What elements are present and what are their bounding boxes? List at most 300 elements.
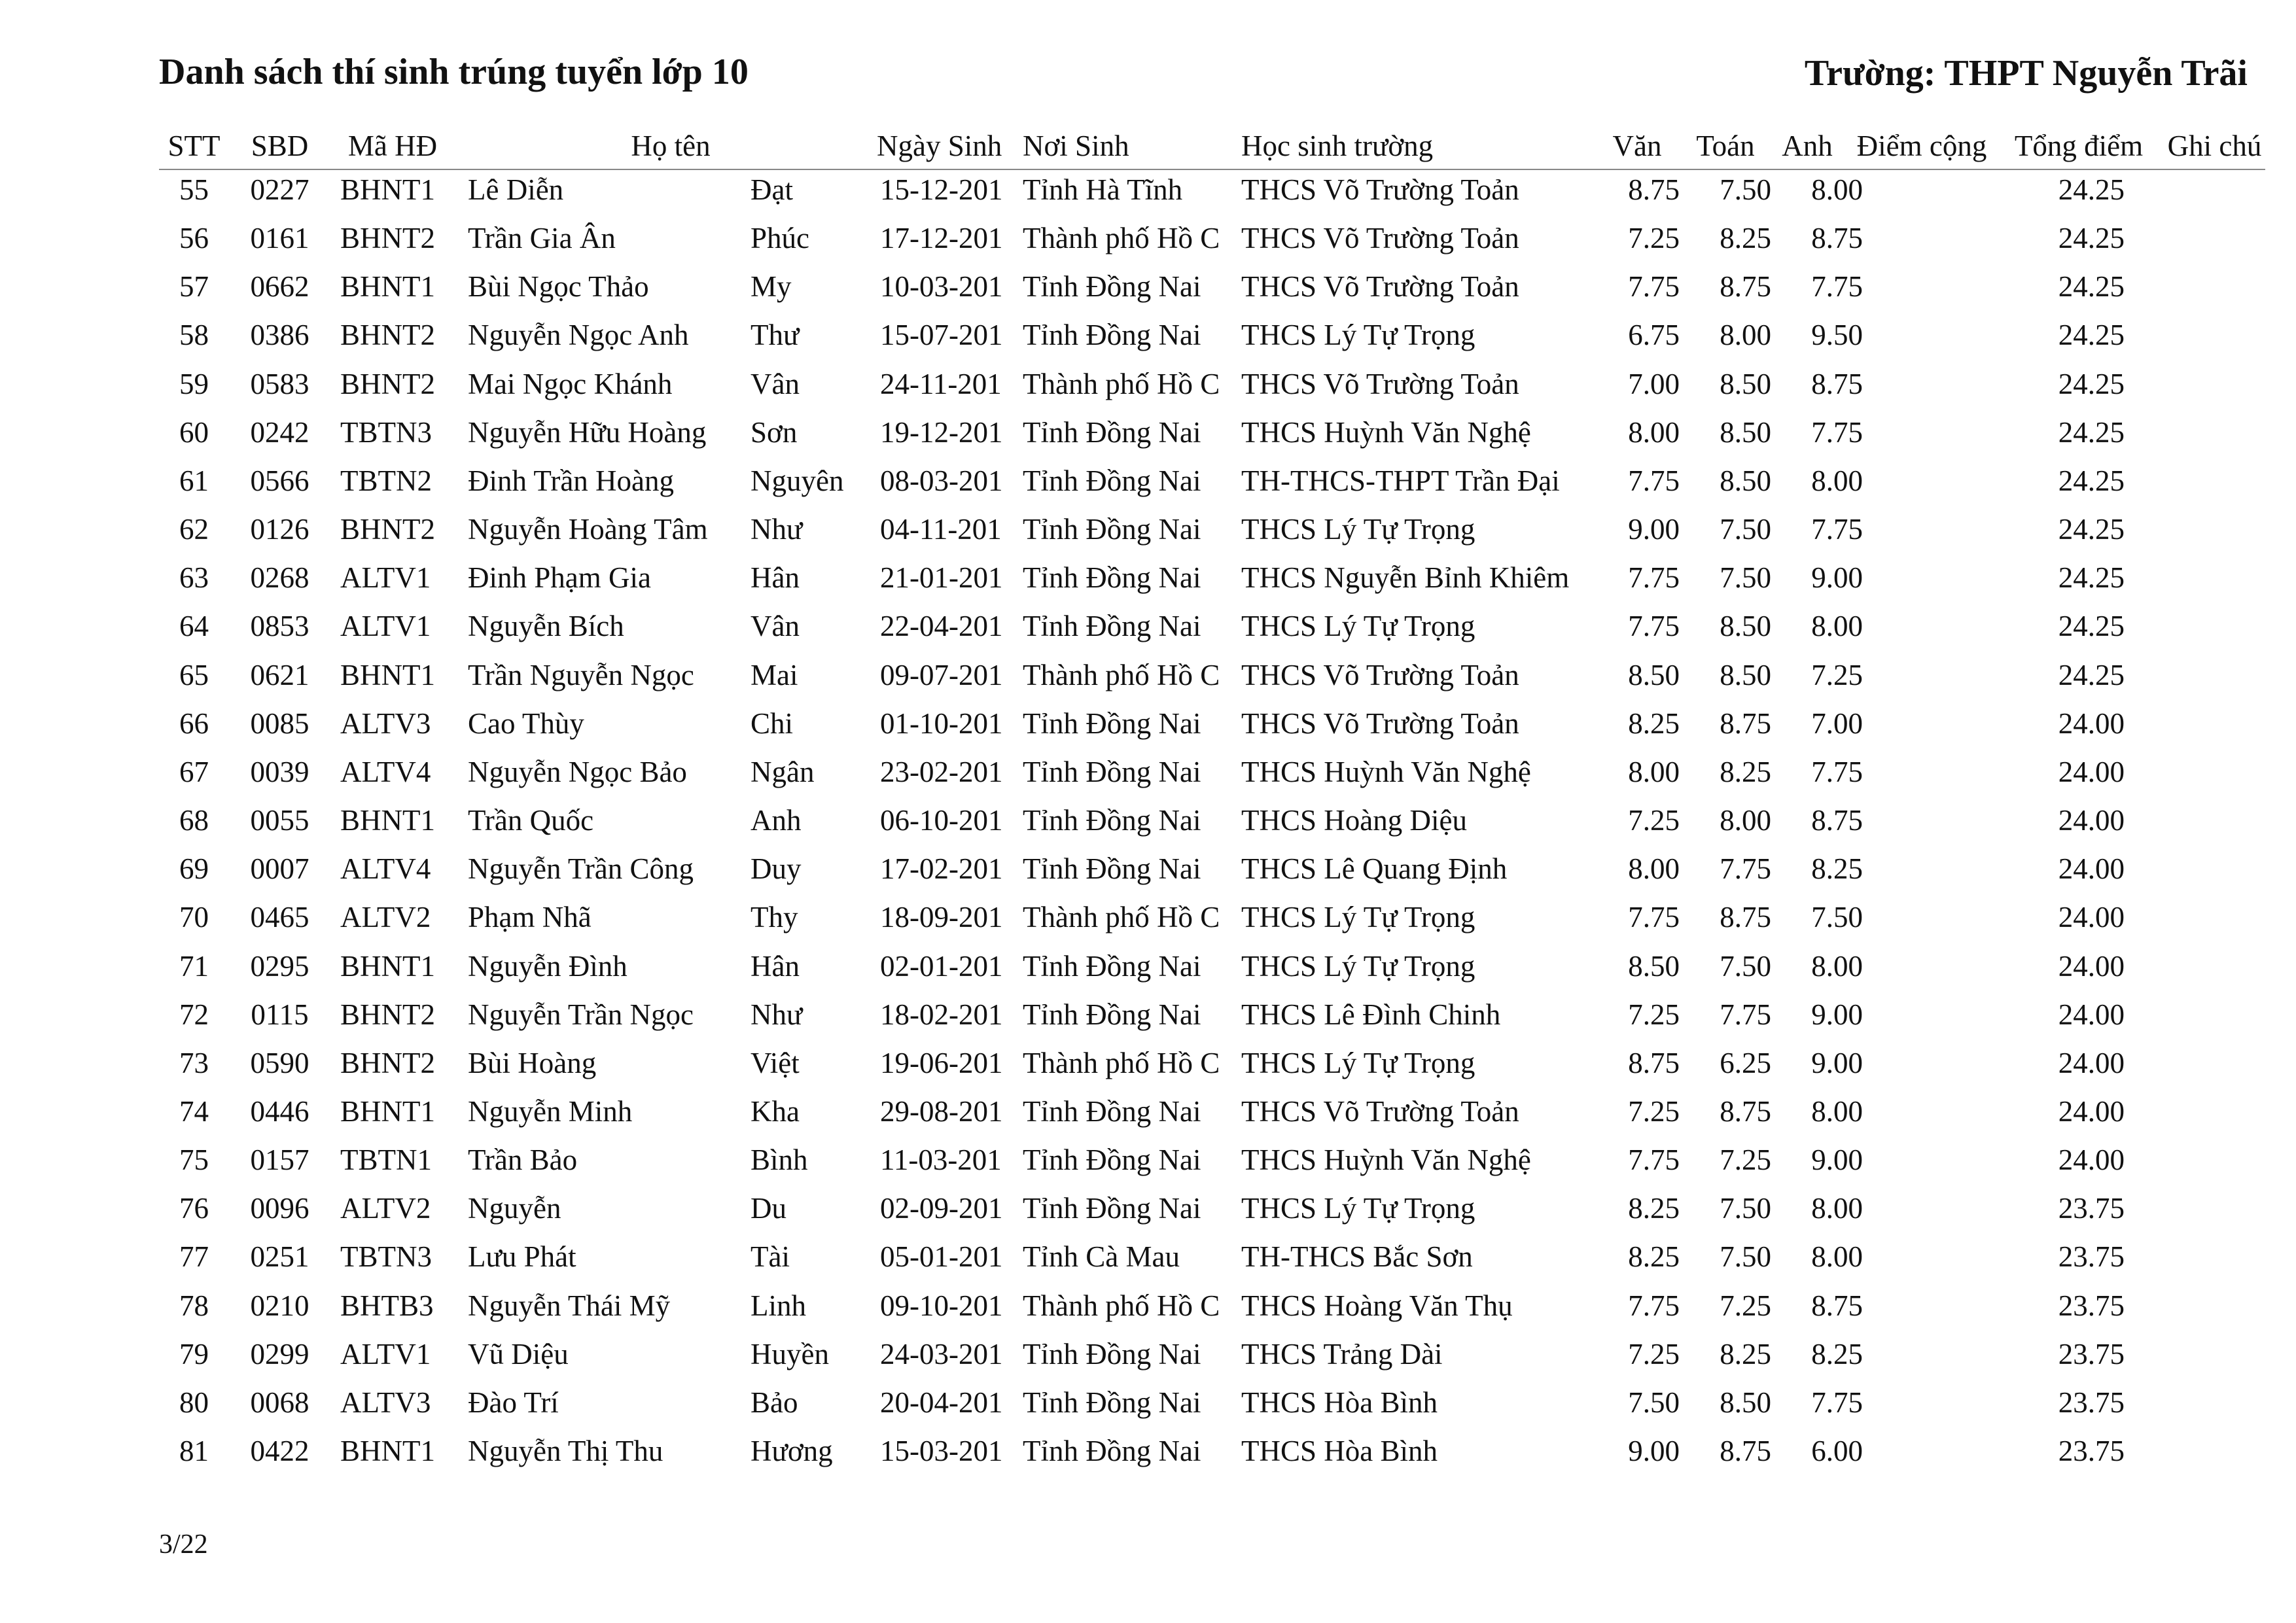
row-noi-sinh: Thành phố Hồ C <box>1023 658 1220 691</box>
row-stt: 60 <box>179 415 209 449</box>
row-ngay-sinh: 01-10-201 <box>880 707 1002 740</box>
row-anh: 7.25 <box>1811 658 1863 691</box>
row-hoc-sinh-truong: THCS Lý Tự Trọng <box>1241 901 1475 934</box>
row-anh: 9.00 <box>1811 1143 1863 1177</box>
row-van: 8.75 <box>1628 173 1680 206</box>
col-header-van: Văn <box>1612 130 1662 162</box>
row-anh: 8.75 <box>1811 222 1863 255</box>
col-header-ngay-sinh: Ngày Sinh <box>877 130 1002 162</box>
row-van: 7.25 <box>1628 222 1680 255</box>
row-noi-sinh: Thành phố Hồ C <box>1023 367 1220 400</box>
row-anh: 8.25 <box>1811 852 1863 886</box>
row-stt: 58 <box>179 319 209 352</box>
row-anh: 7.50 <box>1811 901 1863 934</box>
row-noi-sinh: Tỉnh Đồng Nai <box>1023 1143 1201 1177</box>
col-header-ho-ten: Họ tên <box>631 130 711 162</box>
row-toan: 8.25 <box>1720 222 1771 255</box>
row-anh: 9.50 <box>1811 319 1863 352</box>
row-toan: 8.50 <box>1720 464 1771 497</box>
row-ma-hd: ALTV3 <box>340 1386 431 1419</box>
row-ho: Nguyễn Hữu Hoàng <box>468 415 707 449</box>
row-ma-hd: BHNT1 <box>340 1435 435 1468</box>
row-ten: Như <box>751 513 803 546</box>
row-stt: 77 <box>179 1240 209 1274</box>
row-ten: Nguyên <box>751 464 844 497</box>
row-sbd: 0566 <box>250 464 309 497</box>
row-van: 7.75 <box>1628 610 1680 643</box>
row-noi-sinh: Tỉnh Đồng Nai <box>1023 1337 1201 1370</box>
row-noi-sinh: Tỉnh Đồng Nai <box>1023 998 1201 1031</box>
row-ma-hd: BHNT1 <box>340 1094 435 1128</box>
row-ten: Ngân <box>751 755 815 788</box>
row-ho: Lê Diễn <box>468 173 564 206</box>
row-anh: 7.75 <box>1811 755 1863 788</box>
row-hoc-sinh-truong: THCS Lý Tự Trọng <box>1241 319 1475 352</box>
row-ngay-sinh: 18-02-201 <box>880 998 1002 1031</box>
row-ho: Nguyễn Bích <box>468 610 624 643</box>
row-tong-diem: 24.25 <box>2058 367 2125 400</box>
row-ngay-sinh: 04-11-201 <box>880 513 1002 546</box>
row-sbd: 0068 <box>250 1386 309 1419</box>
row-ho: Nguyễn Thái Mỹ <box>468 1289 671 1322</box>
row-van: 7.75 <box>1628 901 1680 934</box>
table-row <box>0 268 2296 317</box>
table-header <box>0 130 2296 169</box>
row-ngay-sinh: 23-02-201 <box>880 755 1002 788</box>
row-sbd: 0465 <box>250 901 309 934</box>
row-tong-diem: 24.25 <box>2058 658 2125 691</box>
table-row <box>0 850 2296 899</box>
table-row <box>0 366 2296 414</box>
row-anh: 9.00 <box>1811 561 1863 595</box>
row-anh: 8.75 <box>1811 804 1863 837</box>
row-stt: 67 <box>179 755 209 788</box>
row-ho: Nguyễn Minh <box>468 1094 633 1128</box>
row-sbd: 0227 <box>250 173 309 206</box>
row-toan: 6.25 <box>1720 1046 1771 1079</box>
row-toan: 7.75 <box>1720 852 1771 886</box>
row-anh: 9.00 <box>1811 998 1863 1031</box>
row-hoc-sinh-truong: THCS Võ Trường Toản <box>1241 222 1519 255</box>
row-stt: 75 <box>179 1143 209 1177</box>
row-anh: 8.00 <box>1811 1240 1863 1274</box>
row-sbd: 0590 <box>250 1046 309 1079</box>
row-stt: 68 <box>179 804 209 837</box>
col-header-sbd: SBD <box>251 130 309 162</box>
row-ho: Nguyễn Thị Thu <box>468 1435 663 1468</box>
row-van: 7.75 <box>1628 464 1680 497</box>
row-sbd: 0583 <box>250 367 309 400</box>
row-ngay-sinh: 19-12-201 <box>880 415 1002 449</box>
row-ngay-sinh: 18-09-201 <box>880 901 1002 934</box>
row-stt: 65 <box>179 658 209 691</box>
row-stt: 69 <box>179 852 209 886</box>
col-header-tong-diem: Tổng điểm <box>2014 130 2144 162</box>
row-ngay-sinh: 15-03-201 <box>880 1435 1002 1468</box>
row-hoc-sinh-truong: THCS Hòa Bình <box>1241 1386 1438 1419</box>
row-ma-hd: ALTV3 <box>340 707 431 740</box>
row-tong-diem: 24.00 <box>2058 1094 2125 1128</box>
row-ho: Nguyễn Trần Công <box>468 852 694 886</box>
row-noi-sinh: Tỉnh Đồng Nai <box>1023 949 1201 983</box>
row-tong-diem: 24.00 <box>2058 1143 2125 1177</box>
row-noi-sinh: Tỉnh Cà Mau <box>1023 1240 1180 1274</box>
row-ten: Kha <box>751 1094 800 1128</box>
row-ten: Vân <box>751 367 800 400</box>
row-sbd: 0386 <box>250 319 309 352</box>
row-stt: 72 <box>179 998 209 1031</box>
table-row <box>0 1093 2296 1142</box>
row-hoc-sinh-truong: THCS Võ Trường Toản <box>1241 173 1519 206</box>
row-ten: Linh <box>751 1289 806 1322</box>
row-toan: 8.50 <box>1720 367 1771 400</box>
row-anh: 8.00 <box>1811 1094 1863 1128</box>
table-row <box>0 414 2296 462</box>
row-toan: 8.75 <box>1720 1094 1771 1128</box>
row-ho: Mai Ngọc Khánh <box>468 367 673 400</box>
row-tong-diem: 24.00 <box>2058 852 2125 886</box>
row-van: 7.75 <box>1628 561 1680 595</box>
row-sbd: 0085 <box>250 707 309 740</box>
row-tong-diem: 24.00 <box>2058 1046 2125 1079</box>
row-tong-diem: 23.75 <box>2058 1240 2125 1274</box>
row-anh: 7.00 <box>1811 707 1863 740</box>
row-stt: 57 <box>179 270 209 304</box>
table-row <box>0 511 2296 559</box>
row-hoc-sinh-truong: THCS Lý Tự Trọng <box>1241 1192 1475 1225</box>
row-hoc-sinh-truong: THCS Võ Trường Toản <box>1241 707 1519 740</box>
col-header-toan: Toán <box>1696 130 1755 162</box>
row-ma-hd: ALTV1 <box>340 610 431 643</box>
row-toan: 8.25 <box>1720 1337 1771 1370</box>
row-ma-hd: BHNT2 <box>340 998 435 1031</box>
row-tong-diem: 24.25 <box>2058 222 2125 255</box>
row-ten: Hân <box>751 561 800 595</box>
table-row <box>0 754 2296 802</box>
row-toan: 7.50 <box>1720 949 1771 983</box>
row-anh: 7.75 <box>1811 270 1863 304</box>
row-ho: Đinh Trần Hoàng <box>468 464 675 497</box>
row-toan: 8.25 <box>1720 755 1771 788</box>
row-stt: 62 <box>179 513 209 546</box>
row-sbd: 0039 <box>250 755 309 788</box>
row-noi-sinh: Tỉnh Đồng Nai <box>1023 415 1201 449</box>
row-ma-hd: TBTN2 <box>340 464 432 497</box>
row-hoc-sinh-truong: THCS Huỳnh Văn Nghệ <box>1241 415 1531 449</box>
row-hoc-sinh-truong: THCS Võ Trường Toản <box>1241 658 1519 691</box>
row-ngay-sinh: 06-10-201 <box>880 804 1002 837</box>
row-ten: Chi <box>751 707 794 740</box>
row-stt: 79 <box>179 1337 209 1370</box>
row-noi-sinh: Tỉnh Đồng Nai <box>1023 804 1201 837</box>
row-ten: Anh <box>751 804 802 837</box>
row-van: 8.50 <box>1628 949 1680 983</box>
row-noi-sinh: Thành phố Hồ C <box>1023 901 1220 934</box>
row-noi-sinh: Tỉnh Đồng Nai <box>1023 1386 1201 1419</box>
row-ten: My <box>751 270 792 304</box>
row-ma-hd: ALTV1 <box>340 1337 431 1370</box>
table-row <box>0 1384 2296 1433</box>
row-toan: 7.25 <box>1720 1289 1771 1322</box>
row-ngay-sinh: 10-03-201 <box>880 270 1002 304</box>
row-stt: 81 <box>179 1435 209 1468</box>
row-ho: Nguyễn <box>468 1192 561 1225</box>
table-row <box>0 559 2296 608</box>
row-ho: Vũ Diệu <box>468 1337 569 1370</box>
table-row <box>0 462 2296 511</box>
row-ho: Lưu Phát <box>468 1240 576 1274</box>
row-van: 8.50 <box>1628 658 1680 691</box>
row-anh: 8.75 <box>1811 1289 1863 1322</box>
row-stt: 56 <box>179 222 209 255</box>
table-row <box>0 802 2296 850</box>
row-ngay-sinh: 17-02-201 <box>880 852 1002 886</box>
row-noi-sinh: Tỉnh Đồng Nai <box>1023 1192 1201 1225</box>
row-ten: Du <box>751 1192 786 1225</box>
row-ho: Phạm Nhã <box>468 901 592 934</box>
row-ho: Nguyễn Trần Ngọc <box>468 998 694 1031</box>
row-ho: Cao Thùy <box>468 707 584 740</box>
row-anh: 7.75 <box>1811 513 1863 546</box>
row-ten: Bảo <box>751 1386 798 1419</box>
row-noi-sinh: Tỉnh Đồng Nai <box>1023 513 1201 546</box>
row-noi-sinh: Tỉnh Đồng Nai <box>1023 1094 1201 1128</box>
row-tong-diem: 23.75 <box>2058 1289 2125 1322</box>
row-toan: 8.75 <box>1720 1435 1771 1468</box>
row-van: 8.25 <box>1628 1240 1680 1274</box>
row-noi-sinh: Tỉnh Đồng Nai <box>1023 464 1201 497</box>
row-ho: Nguyễn Đình <box>468 949 627 983</box>
row-sbd: 0055 <box>250 804 309 837</box>
row-van: 8.00 <box>1628 852 1680 886</box>
row-anh: 8.25 <box>1811 1337 1863 1370</box>
row-sbd: 0662 <box>250 270 309 304</box>
row-tong-diem: 24.25 <box>2058 610 2125 643</box>
table-row <box>0 1287 2296 1336</box>
row-toan: 7.50 <box>1720 513 1771 546</box>
row-tong-diem: 23.75 <box>2058 1337 2125 1370</box>
row-ngay-sinh: 19-06-201 <box>880 1046 1002 1079</box>
page-number: 3/22 <box>159 1529 208 1560</box>
col-header-hoc-sinh-truong: Học sinh trường <box>1241 130 1434 162</box>
row-ho: Đào Trí <box>468 1386 559 1419</box>
row-ngay-sinh: 02-09-201 <box>880 1192 1002 1225</box>
row-ngay-sinh: 15-07-201 <box>880 319 1002 352</box>
row-van: 8.25 <box>1628 707 1680 740</box>
row-tong-diem: 24.25 <box>2058 561 2125 595</box>
row-sbd: 0446 <box>250 1094 309 1128</box>
row-toan: 8.00 <box>1720 319 1771 352</box>
row-sbd: 0295 <box>250 949 309 983</box>
row-ma-hd: BHNT2 <box>340 319 435 352</box>
row-ho: Trần Bảo <box>468 1143 578 1177</box>
row-noi-sinh: Tỉnh Đồng Nai <box>1023 707 1201 740</box>
row-hoc-sinh-truong: THCS Lê Quang Định <box>1241 852 1508 886</box>
row-noi-sinh: Thành phố Hồ C <box>1023 1289 1220 1322</box>
row-ma-hd: TBTN3 <box>340 415 432 449</box>
row-toan: 8.75 <box>1720 270 1771 304</box>
row-van: 7.25 <box>1628 1337 1680 1370</box>
row-van: 7.00 <box>1628 367 1680 400</box>
table-row <box>0 1238 2296 1287</box>
row-hoc-sinh-truong: THCS Huỳnh Văn Nghệ <box>1241 755 1531 788</box>
row-toan: 8.75 <box>1720 707 1771 740</box>
row-hoc-sinh-truong: THCS Lý Tự Trọng <box>1241 513 1475 546</box>
page-title: Danh sách thí sinh trúng tuyển lớp 10 <box>159 52 749 92</box>
row-hoc-sinh-truong: TH-THCS Bắc Sơn <box>1241 1240 1473 1274</box>
row-van: 8.75 <box>1628 1046 1680 1079</box>
row-ten: Như <box>751 998 803 1031</box>
row-hoc-sinh-truong: TH-THCS-THPT Trần Đại <box>1241 464 1560 497</box>
row-ma-hd: TBTN1 <box>340 1143 432 1177</box>
row-ten: Hân <box>751 949 800 983</box>
table-row <box>0 996 2296 1045</box>
row-noi-sinh: Tỉnh Đồng Nai <box>1023 270 1201 304</box>
row-noi-sinh: Tỉnh Đồng Nai <box>1023 561 1201 595</box>
row-hoc-sinh-truong: THCS Hoàng Văn Thụ <box>1241 1289 1513 1322</box>
row-tong-diem: 24.25 <box>2058 270 2125 304</box>
row-ngay-sinh: 15-12-201 <box>880 173 1002 206</box>
row-van: 8.00 <box>1628 755 1680 788</box>
row-ngay-sinh: 24-11-201 <box>880 367 1002 400</box>
row-toan: 7.50 <box>1720 173 1771 206</box>
col-header-ma-hd: Mã HĐ <box>347 130 438 162</box>
row-ten: Huyền <box>751 1337 829 1370</box>
row-tong-diem: 24.25 <box>2058 173 2125 206</box>
row-sbd: 0210 <box>250 1289 309 1322</box>
row-van: 9.00 <box>1628 1435 1680 1468</box>
row-stt: 71 <box>179 949 209 983</box>
row-sbd: 0242 <box>250 415 309 449</box>
row-ten: Sơn <box>751 415 798 449</box>
row-tong-diem: 24.25 <box>2058 513 2125 546</box>
col-header-diem-cong: Điểm cộng <box>1856 130 1987 162</box>
col-header-stt: STT <box>168 130 221 162</box>
row-stt: 80 <box>179 1386 209 1419</box>
row-van: 6.75 <box>1628 319 1680 352</box>
col-header-ghi-chu: Ghi chú <box>2167 130 2262 162</box>
row-ma-hd: ALTV2 <box>340 901 431 934</box>
row-ma-hd: BHNT1 <box>340 658 435 691</box>
table-row <box>0 220 2296 268</box>
row-ten: Phúc <box>751 222 809 255</box>
row-noi-sinh: Tỉnh Đồng Nai <box>1023 319 1201 352</box>
row-ngay-sinh: 21-01-201 <box>880 561 1002 595</box>
row-stt: 76 <box>179 1192 209 1225</box>
row-ma-hd: ALTV2 <box>340 1192 431 1225</box>
row-hoc-sinh-truong: THCS Võ Trường Toản <box>1241 367 1519 400</box>
row-tong-diem: 24.00 <box>2058 755 2125 788</box>
row-sbd: 0126 <box>250 513 309 546</box>
row-stt: 61 <box>179 464 209 497</box>
row-sbd: 0096 <box>250 1192 309 1225</box>
row-hoc-sinh-truong: THCS Hoàng Diệu <box>1241 804 1467 837</box>
row-tong-diem: 23.75 <box>2058 1435 2125 1468</box>
school-name: Trường: THPT Nguyễn Trãi <box>1804 53 2248 94</box>
row-ten: Hương <box>751 1435 833 1468</box>
row-anh: 8.00 <box>1811 1192 1863 1225</box>
row-tong-diem: 24.25 <box>2058 464 2125 497</box>
table-row <box>0 948 2296 996</box>
row-sbd: 0299 <box>250 1337 309 1370</box>
row-toan: 7.50 <box>1720 1240 1771 1274</box>
row-hoc-sinh-truong: THCS Võ Trường Toản <box>1241 1094 1519 1128</box>
row-ho: Nguyễn Hoàng Tâm <box>468 513 708 546</box>
row-tong-diem: 24.00 <box>2058 707 2125 740</box>
row-hoc-sinh-truong: THCS Lý Tự Trọng <box>1241 1046 1475 1079</box>
row-ho: Bùi Ngọc Thảo <box>468 270 649 304</box>
row-ho: Nguyễn Ngọc Bảo <box>468 755 687 788</box>
row-ho: Trần Gia Ân <box>468 222 616 255</box>
row-noi-sinh: Tỉnh Đồng Nai <box>1023 610 1201 643</box>
row-toan: 8.50 <box>1720 610 1771 643</box>
row-ngay-sinh: 20-04-201 <box>880 1386 1002 1419</box>
row-ngay-sinh: 02-01-201 <box>880 949 1002 983</box>
row-hoc-sinh-truong: THCS Nguyễn Bỉnh Khiêm <box>1241 561 1570 595</box>
row-toan: 8.50 <box>1720 415 1771 449</box>
row-ma-hd: BHNT2 <box>340 367 435 400</box>
row-sbd: 0422 <box>250 1435 309 1468</box>
row-ma-hd: BHNT1 <box>340 270 435 304</box>
row-toan: 7.50 <box>1720 561 1771 595</box>
row-noi-sinh: Tỉnh Hà Tĩnh <box>1023 173 1183 206</box>
row-ma-hd: BHTB3 <box>340 1289 434 1322</box>
row-noi-sinh: Thành phố Hồ C <box>1023 1046 1220 1079</box>
row-tong-diem: 24.25 <box>2058 319 2125 352</box>
row-stt: 55 <box>179 173 209 206</box>
row-stt: 59 <box>179 367 209 400</box>
row-sbd: 0161 <box>250 222 309 255</box>
row-ma-hd: TBTN3 <box>340 1240 432 1274</box>
row-anh: 8.00 <box>1811 173 1863 206</box>
table-row <box>0 1336 2296 1384</box>
row-ngay-sinh: 24-03-201 <box>880 1337 1002 1370</box>
row-van: 7.25 <box>1628 998 1680 1031</box>
row-tong-diem: 24.00 <box>2058 804 2125 837</box>
row-toan: 8.75 <box>1720 901 1771 934</box>
table-row <box>0 1142 2296 1190</box>
row-ma-hd: BHNT2 <box>340 222 435 255</box>
table-row <box>0 657 2296 705</box>
row-ten: Thư <box>751 319 800 352</box>
row-sbd: 0621 <box>250 658 309 691</box>
row-tong-diem: 24.00 <box>2058 949 2125 983</box>
table-row <box>0 1433 2296 1481</box>
row-ma-hd: BHNT2 <box>340 1046 435 1079</box>
col-header-anh: Anh <box>1782 130 1833 162</box>
table-body <box>0 171 2296 1481</box>
row-ma-hd: BHNT2 <box>340 513 435 546</box>
row-sbd: 0251 <box>250 1240 309 1274</box>
row-ten: Mai <box>751 658 798 691</box>
row-tong-diem: 23.75 <box>2058 1386 2125 1419</box>
col-header-noi-sinh: Nơi Sinh <box>1023 130 1129 162</box>
row-stt: 63 <box>179 561 209 595</box>
row-ngay-sinh: 11-03-201 <box>880 1143 1002 1177</box>
row-noi-sinh: Tỉnh Đồng Nai <box>1023 1435 1201 1468</box>
row-anh: 9.00 <box>1811 1046 1863 1079</box>
row-ngay-sinh: 29-08-201 <box>880 1094 1002 1128</box>
row-ma-hd: BHNT1 <box>340 804 435 837</box>
row-ten: Đạt <box>751 173 793 206</box>
row-anh: 8.00 <box>1811 610 1863 643</box>
row-noi-sinh: Tỉnh Đồng Nai <box>1023 755 1201 788</box>
row-hoc-sinh-truong: THCS Lê Đình Chinh <box>1241 998 1501 1031</box>
table-row <box>0 317 2296 365</box>
row-anh: 6.00 <box>1811 1435 1863 1468</box>
row-hoc-sinh-truong: THCS Trảng Dài <box>1241 1337 1443 1370</box>
row-ho: Trần Nguyễn Ngọc <box>468 658 694 691</box>
